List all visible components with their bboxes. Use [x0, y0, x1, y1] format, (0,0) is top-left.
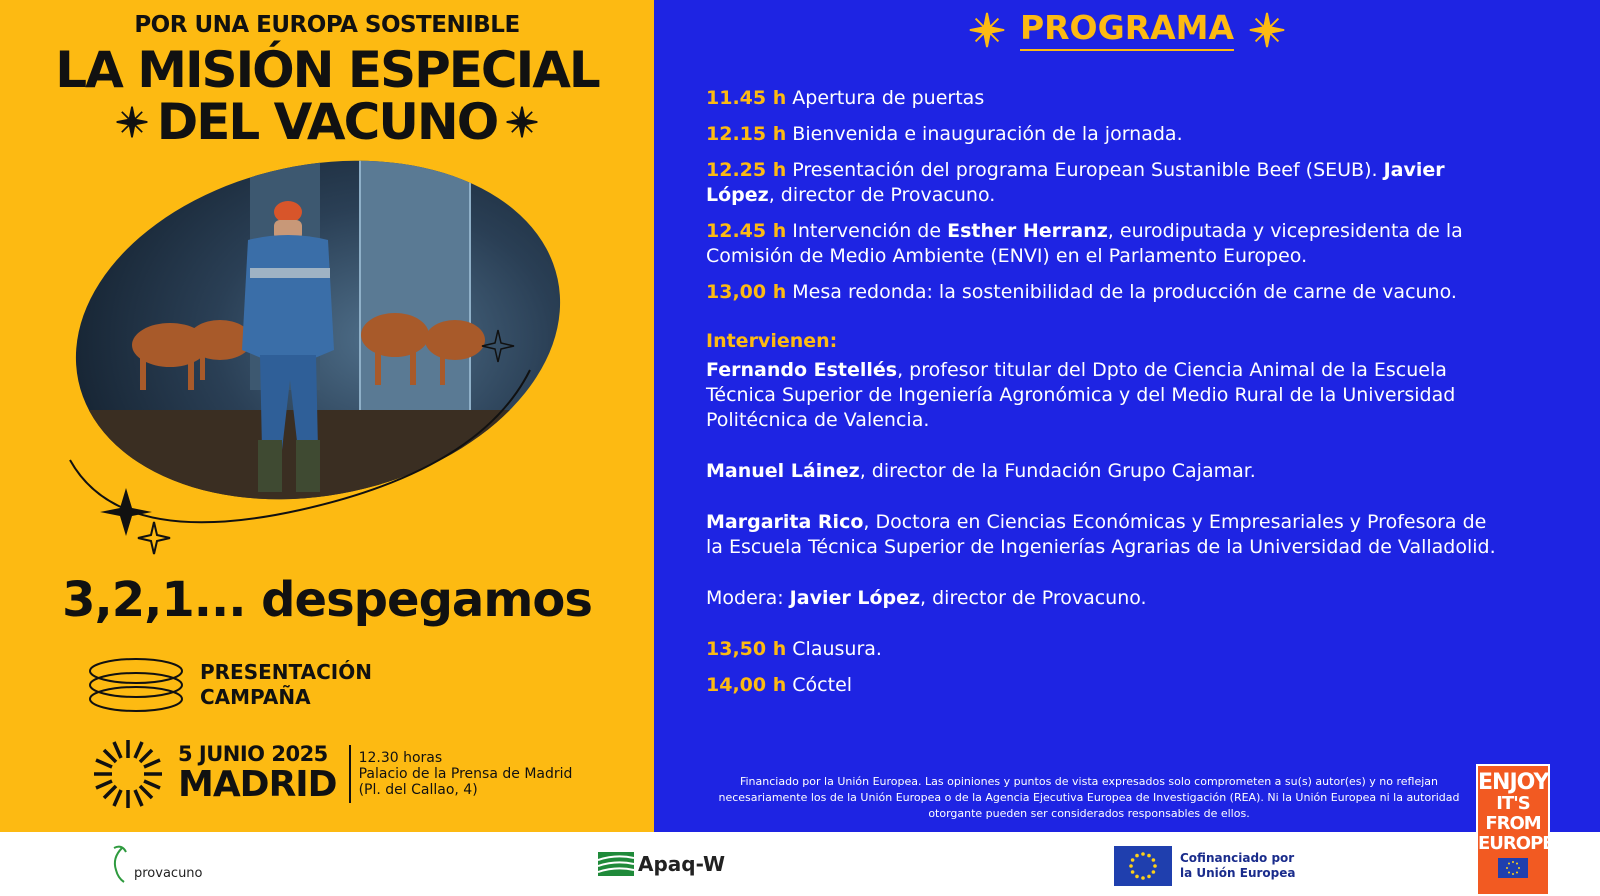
eu-flag-icon	[1114, 846, 1172, 886]
sparkle-icon	[968, 11, 1006, 49]
eu-flag-icon	[1498, 858, 1528, 878]
campaign-block	[86, 655, 372, 715]
speaker-name: Manuel Láinez	[706, 460, 860, 482]
venue-address: (Pl. del Callao, 4)	[358, 782, 478, 798]
sparkle-icon	[1248, 11, 1286, 49]
title-line-2: DEL VACUNO	[156, 93, 498, 151]
speaker-entry	[706, 459, 1496, 484]
agenda-item	[706, 158, 1496, 208]
speaker-name: Margarita Rico	[706, 511, 864, 533]
agenda-item	[706, 673, 1496, 698]
speaker-name: Fernando Estellés	[706, 359, 898, 381]
speaker-desc: , profesor titular del Dpto de Ciencia Animal de la Escuela Técnica Superior de Ingeniería Agronómica y del Medio Rural de la Universidad Politécnica de Valencia.	[706, 359, 1456, 431]
agenda-time: 13,50 h	[706, 638, 787, 660]
speaker-entry	[706, 358, 1496, 433]
event-date-block	[92, 738, 572, 810]
agenda-item	[706, 219, 1496, 269]
rings-icon	[86, 655, 186, 715]
speakers-label: Intervienen:	[706, 330, 838, 352]
agenda-text: Apertura de puertas	[786, 87, 985, 109]
sunburst-icon	[92, 738, 164, 810]
moderator-name: Javier López	[789, 587, 921, 609]
title-line-1: LA MISIÓN ESPECIAL	[55, 41, 599, 99]
venue-name: Palacio de la Prensa de Madrid	[358, 766, 573, 782]
speaker-desc: , director de la Fundación Grupo Cajamar.	[859, 460, 1256, 482]
enjoy-line-2: IT'S FROM	[1485, 793, 1541, 834]
speaker-name: Esther Herranz	[947, 220, 1108, 242]
sparkle-icon	[505, 105, 539, 139]
moderator-entry	[706, 586, 1496, 611]
program-header	[654, 8, 1600, 51]
agenda-text: Bienvenida e inauguración de la jornada.	[786, 123, 1183, 145]
speaker-name: Javier López	[706, 159, 1445, 206]
kicker: POR UNA EUROPA SOSTENIBLE	[134, 12, 520, 38]
eu-cofunded-logo	[1114, 846, 1295, 886]
moderator-desc: , director de Provacuno.	[920, 587, 1147, 609]
sparkle-icon	[115, 105, 149, 139]
farmer-cattle-photo	[60, 150, 600, 570]
campaign-line-1: PRESENTACIÓN	[200, 660, 372, 684]
date-column	[178, 743, 337, 805]
enjoy-line-1: ENJOY	[1478, 770, 1549, 795]
logo-bar	[0, 832, 1600, 896]
event-time: 12.30 horas	[358, 750, 443, 766]
eu-line-2: la Unión Europea	[1180, 866, 1296, 880]
tagline: 3,2,1... despegamos	[62, 572, 592, 628]
eu-text	[1180, 851, 1295, 881]
agenda-time: 12.15 h	[706, 123, 787, 145]
agenda-text: Presentación del programa European Sustanible Beef (SEUB).	[786, 159, 1384, 181]
eu-disclaimer: Financiado por la Unión Europea. Las opiniones y puntos de vista expresados solo comprometen a su(s) autor(es) y no reflejan necesariamente los de la Unión Europea o de la Agencia Ejecutiva Europea de Investigación (REA). Ni la Unión Europea ni la autoridad otorgante pueden ser considerados responsables de ellos.	[718, 775, 1460, 820]
provacuno-text: provacuno	[134, 865, 203, 881]
agenda-item	[706, 637, 1496, 662]
agenda-time: 13,00 h	[706, 281, 787, 303]
agenda-text: Intervención de	[786, 220, 948, 242]
enjoy-europe-badge	[1476, 764, 1554, 896]
apaq-text: Apaq-W	[638, 852, 726, 876]
program-panel	[654, 0, 1600, 832]
divider	[349, 745, 351, 803]
agenda-text: Mesa redonda: la sostenibilidad de la producción de carne de vacuno.	[786, 281, 1457, 303]
provacuno-logo	[108, 844, 203, 886]
event-city: MADRID	[178, 764, 337, 805]
agenda-time: 14,00 h	[706, 674, 787, 696]
campaign-line-2: CAMPAÑA	[200, 685, 311, 709]
apaq-logo	[598, 852, 725, 876]
eu-line-1: Cofinanciado por	[1180, 851, 1295, 865]
speaker-desc: , Doctora en Ciencias Económicas y Empresariales y Profesora de la Escuela Técnica Superior de Ingenierías Agrarias de la Universidad de Valladolid.	[706, 511, 1496, 558]
provacuno-leaf-icon	[108, 844, 136, 886]
agenda-time: 12.45 h	[706, 220, 787, 242]
agenda-item	[706, 280, 1496, 305]
title-line-2-row	[0, 94, 654, 150]
agenda	[706, 86, 1496, 709]
agenda-text: Clausura.	[786, 638, 882, 660]
moderator-prefix: Modera:	[706, 587, 790, 609]
venue-info	[359, 750, 573, 798]
program-title: PROGRAMA	[1020, 8, 1234, 51]
agenda-item	[706, 86, 1496, 111]
agenda-item	[706, 122, 1496, 147]
speaker-entry	[706, 510, 1496, 560]
campaign-text	[200, 660, 372, 710]
agenda-time: 12.25 h	[706, 159, 787, 181]
agenda-time: 11.45 h	[706, 87, 787, 109]
agenda-text: Cóctel	[786, 674, 853, 696]
agenda-text: , director de Provacuno.	[768, 184, 996, 206]
event-date: 5 JUNIO 2025	[178, 742, 328, 766]
event-poster-panel	[0, 0, 654, 832]
agenda-text: , eurodiputada y vicepresidenta de la Comisión de Medio Ambiente (ENVI) en el Parlamento Europeo.	[706, 220, 1463, 267]
enjoy-line-3: EUROPE	[1478, 833, 1554, 854]
apaq-wave-icon	[598, 852, 634, 876]
